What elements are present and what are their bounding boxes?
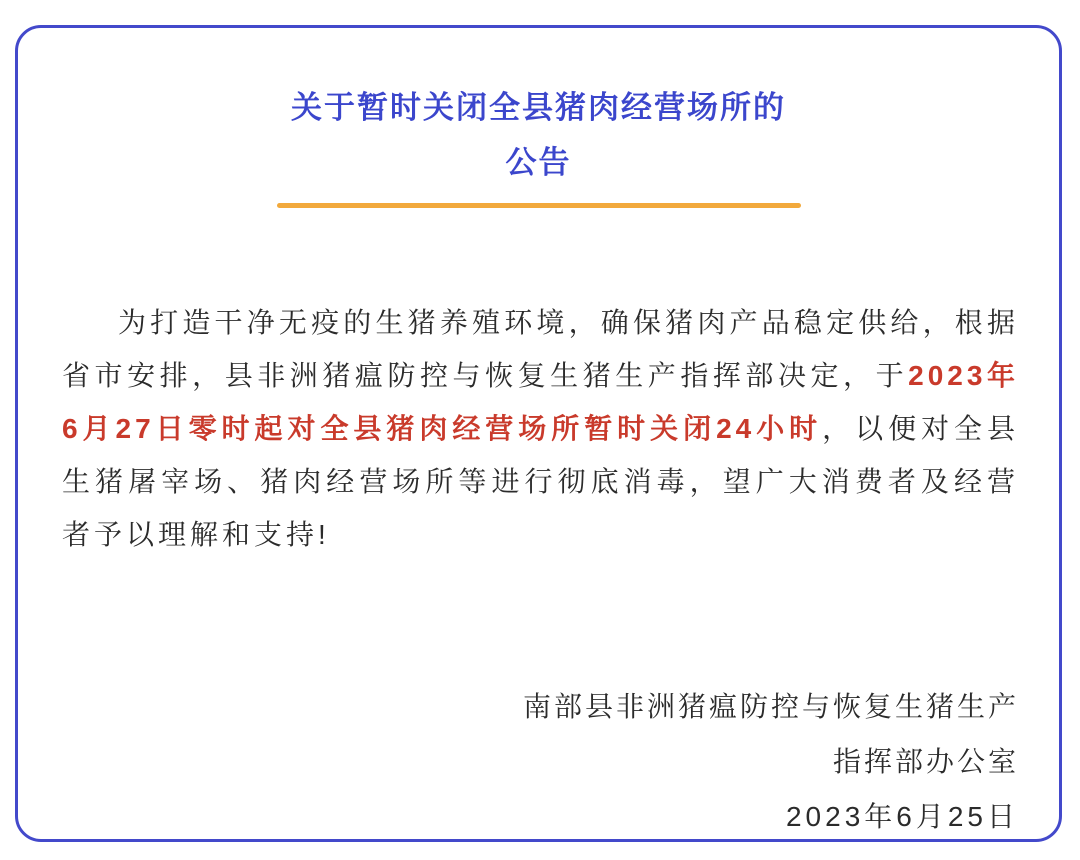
notice-card bbox=[15, 25, 1062, 842]
body-text-lead: 为打造干净无疫的生猪养殖环境，确保猪肉产品稳定供给，根据省市安排，县非洲猪瘟防控与恢复生猪生产指挥部决定，于 bbox=[62, 307, 1019, 391]
title-divider bbox=[277, 203, 801, 208]
signature-block bbox=[18, 679, 1059, 844]
notice-title bbox=[18, 80, 1059, 190]
notice-body bbox=[62, 296, 1019, 561]
signature-date: 2023年6月25日 bbox=[785, 801, 1019, 832]
body-text-tail: ，以便对全县生猪屠宰场、猪肉经营场所等进行彻底消毒，望广大消费者及经营者予以理解和支持! bbox=[62, 413, 1019, 550]
notice-title-line1: 关于暂时关闭全县猪肉经营场所的 bbox=[291, 90, 786, 125]
notice-title-line2: 公告 bbox=[505, 145, 572, 180]
body-text-highlight: 2023年6月27日零时起对全县猪肉经营场所暂时关闭24小时 bbox=[62, 360, 1019, 444]
signature-org-line2: 指挥部办公室 bbox=[832, 746, 1019, 777]
signature-org-line1: 南部县非洲猪瘟防控与恢复生猪生产 bbox=[522, 691, 1019, 722]
